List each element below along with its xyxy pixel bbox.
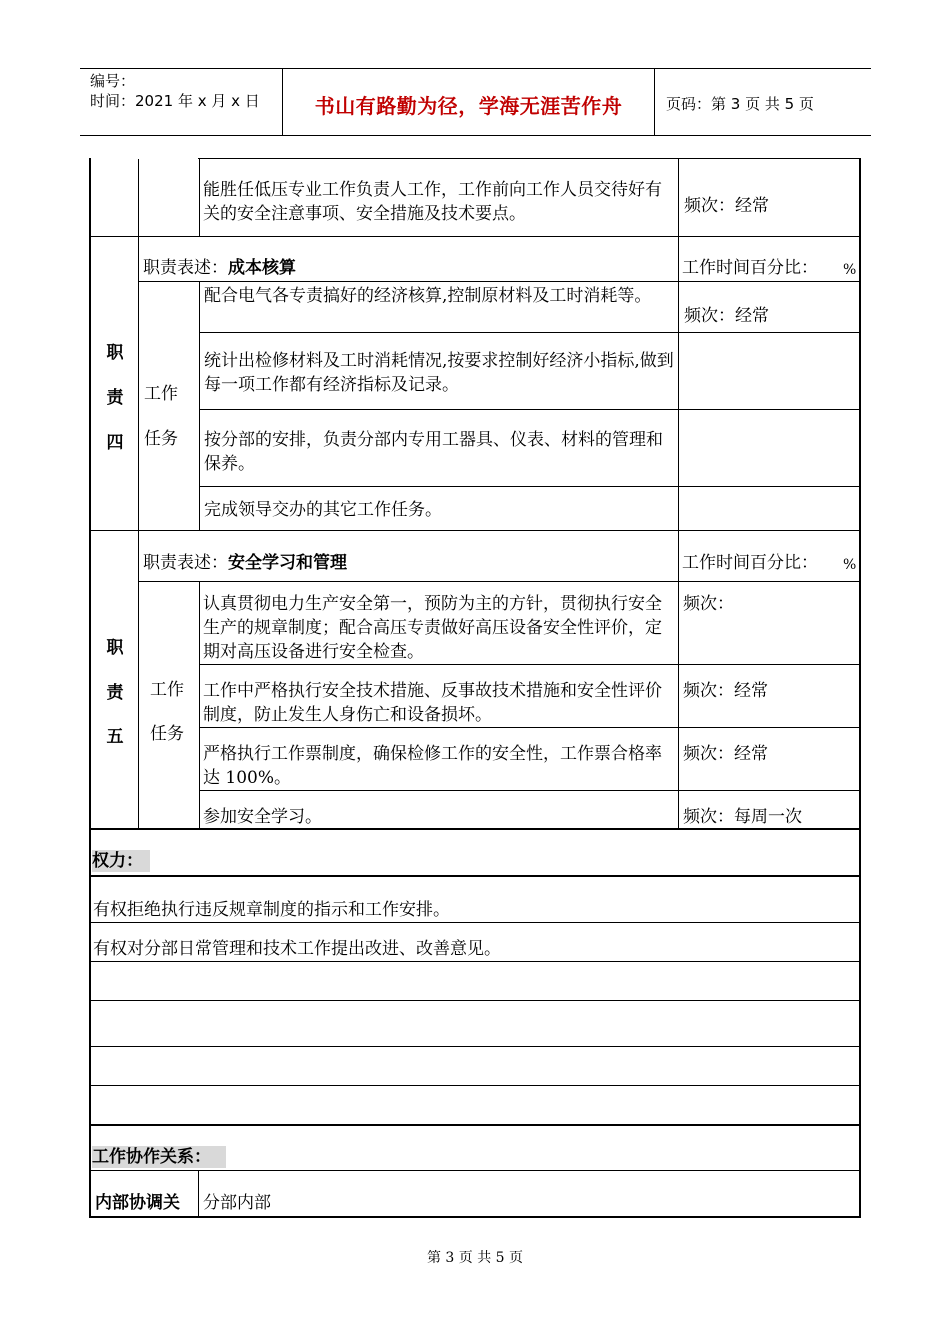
duty-label-char: 四 xyxy=(106,433,124,453)
page-footer: 第 3 页 共 5 页 xyxy=(426,1250,524,1266)
task-label: 任务 xyxy=(144,429,178,449)
percent-sign: % xyxy=(843,262,857,278)
task-text: 工作中严格执行安全技术措施、反事故技术措施和安全性评价制度，防止发生人身伤亡和设备损坏。 xyxy=(203,681,662,725)
row-divider xyxy=(138,581,860,582)
header-page-number: 页码：第 3 页 共 5 页 xyxy=(666,95,814,113)
task-frequency: 频次：经常 xyxy=(684,196,769,216)
task-text: 统计出检修材料及工时消耗情况,按要求控制好经济小指标,做到每一项工作都有经济指标及记录。 xyxy=(204,351,674,395)
task-frequency: 频次：经常 xyxy=(684,306,769,326)
duty-label-char: 责 xyxy=(106,388,124,408)
row-divider xyxy=(138,281,860,282)
power-title: 权力： xyxy=(92,850,150,872)
task-frequency: 频次： xyxy=(683,594,734,614)
cooperation-title: 工作协作关系： xyxy=(92,1146,226,1168)
col-divider xyxy=(198,1171,199,1217)
duty-description-title: 安全学习和管理 xyxy=(228,553,347,573)
row-divider xyxy=(89,1170,860,1171)
power-item: 有权对分部日常管理和技术工作提出改进、改善意见。 xyxy=(93,939,501,959)
row-divider xyxy=(199,727,860,728)
task-label: 任务 xyxy=(150,724,184,744)
row-divider xyxy=(89,1046,860,1047)
internal-coordination-value: 分部内部 xyxy=(203,1193,271,1213)
task-text: 配合电气各专责搞好的经济核算,控制原材料及工时消耗等。 xyxy=(204,286,652,306)
table-border-bottom xyxy=(89,1216,861,1218)
row-divider xyxy=(89,530,860,531)
task-frequency: 频次：每周一次 xyxy=(683,807,802,827)
task-label: 工作 xyxy=(144,384,178,404)
row-divider xyxy=(199,332,860,333)
row-divider xyxy=(198,158,860,159)
header-motto-cell xyxy=(282,69,655,135)
row-divider xyxy=(199,664,860,665)
col-divider xyxy=(678,531,679,829)
table-border-right xyxy=(859,158,861,1218)
duty-description-title: 成本核算 xyxy=(228,258,296,278)
power-item: 有权拒绝执行违反规章制度的指示和工作安排。 xyxy=(93,900,450,920)
header-motto: 书山有路勤为径，学海无涯苦作舟 xyxy=(314,94,623,118)
duty-description-prefix: 职责表述： xyxy=(143,553,228,573)
task-text: 认真贯彻电力生产安全第一，预防为主的方针，贯彻执行安全生产的规章制度；配合高压专责做好高压设备安全性评价，定期对高压设备进行安全检查。 xyxy=(203,594,662,662)
row-divider xyxy=(199,409,860,410)
col-divider xyxy=(138,531,139,829)
document-time: 时间：2021 年 x 月 x 日 xyxy=(90,92,260,110)
internal-coordination-label: 内部协调关 xyxy=(95,1193,180,1213)
col-divider xyxy=(199,282,200,531)
duty-label-char: 五 xyxy=(106,727,124,747)
duty-label-char: 职 xyxy=(106,638,124,658)
duty-label-char: 职 xyxy=(106,343,124,363)
task-text: 能胜任低压专业工作负责人工作，工作前向工作人员交待好有关的安全注意事项、安全措施及技术要点。 xyxy=(203,180,662,224)
row-divider xyxy=(89,1000,860,1001)
row-divider xyxy=(199,486,860,487)
duty-description xyxy=(143,551,347,575)
row-divider xyxy=(89,1124,861,1126)
table-border-left xyxy=(89,158,91,1218)
task-frequency: 频次：经常 xyxy=(683,681,768,701)
duty-description-prefix: 职责表述： xyxy=(143,258,228,278)
col-divider xyxy=(138,159,139,531)
percent-sign: % xyxy=(843,557,857,573)
page-header xyxy=(80,68,871,136)
document-number: 编号： xyxy=(90,72,136,90)
row-divider xyxy=(199,790,860,791)
col-divider xyxy=(678,159,679,531)
task-frequency: 频次：经常 xyxy=(683,744,768,764)
duty-label-char: 责 xyxy=(106,683,124,703)
task-text: 按分部的安排，负责分部内专用工器具、仪表、材料的管理和保养。 xyxy=(204,430,663,474)
row-divider xyxy=(89,875,861,877)
col-divider xyxy=(199,159,200,237)
row-divider xyxy=(89,961,860,962)
percent-label: 工作时间百分比： xyxy=(682,258,818,278)
task-text: 完成领导交办的其它工作任务。 xyxy=(204,500,442,520)
percent-label: 工作时间百分比： xyxy=(682,553,818,573)
header-meta xyxy=(80,69,282,135)
row-divider xyxy=(89,922,860,923)
duty-description xyxy=(143,256,296,280)
row-divider xyxy=(89,1085,860,1086)
task-text: 参加安全学习。 xyxy=(203,807,322,827)
row-divider xyxy=(89,236,860,237)
col-divider xyxy=(199,582,200,829)
task-text: 严格执行工作票制度，确保检修工作的安全性，工作票合格率达 100%。 xyxy=(203,744,662,788)
task-label: 工作 xyxy=(150,680,184,700)
